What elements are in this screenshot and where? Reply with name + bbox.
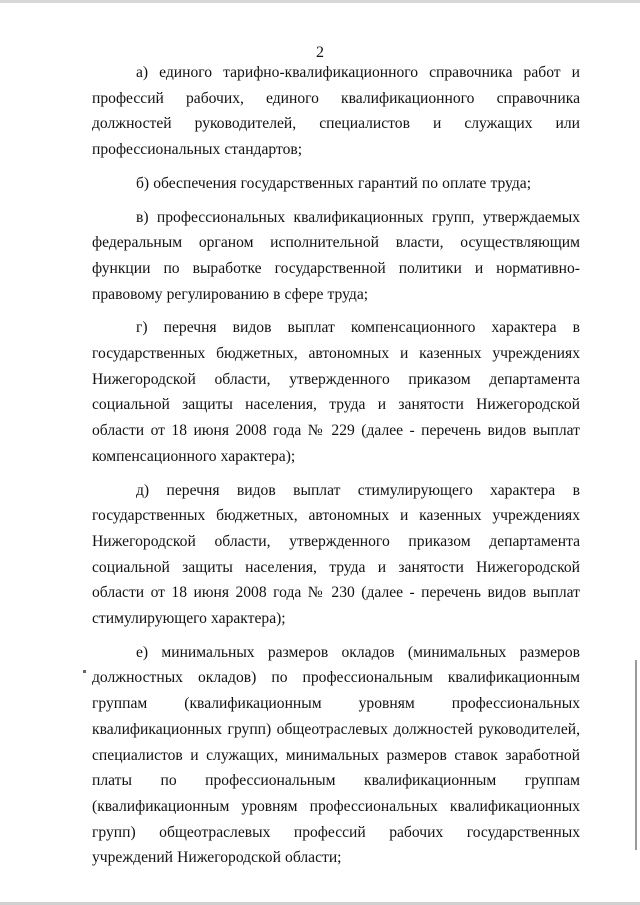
scan-speck [83, 670, 86, 673]
paragraph-b: б) обеспечения государственных гарантий по оплате труда; [136, 174, 532, 192]
document-body [92, 60, 580, 879]
scan-right-edge [635, 660, 637, 850]
paragraph-g: г) перечня видов выплат компенсационного характера в государственных бюджетных, автономных и казенных учреждениях Нижегородской области, утвержденного приказом департамента социальной защиты населения, труда и занятости Нижегородской области от 18 июня 2008 года № 229 (далее - перечень видов выплат компенсационного характера); [92, 319, 580, 465]
paragraph-d: д) перечня видов выплат стимулирующего характера в государственных бюджетных, автономных и казенных учреждениях Нижегородской области, утвержденного приказом департамента социальной защиты населения, труда и занятости Нижегородской области от 18 июня 2008 года № 230 (далее - перечень видов выплат стимулирующего характера); [92, 481, 580, 628]
paragraph-a: а) единого тарифно-квалификационного справочника работ и профессий рабочих, единого квалификационного справочника должностей руководителей, специалистов и служащих или профессиональных стандартов; [92, 64, 580, 159]
paragraph-v: в) профессиональных квалификационных групп, утверждаемых федеральным органом исполнительной власти, осуществляющим функции по выработке государственной политики и нормативно-правовому регулированию в сфере труда; [92, 208, 580, 303]
scan-top-edge [0, 0, 640, 3]
page-number: 2 [316, 44, 324, 61]
paragraph-e: е) минимальных размеров окладов (минимальных размеров должностных окладов) по профессиональным квалификационным группам (квалификационным уровням профессиональных квалификационных групп) общеотраслевых должностей руководителей, специалистов и служащих, минимальных размеров ставок заработной платы по профессиональным квалификационным группам (квалификационным уровням профессиональных квалификационных групп) общеотраслевых профессий рабочих государственных учреждений Нижегородской области; [92, 643, 580, 867]
